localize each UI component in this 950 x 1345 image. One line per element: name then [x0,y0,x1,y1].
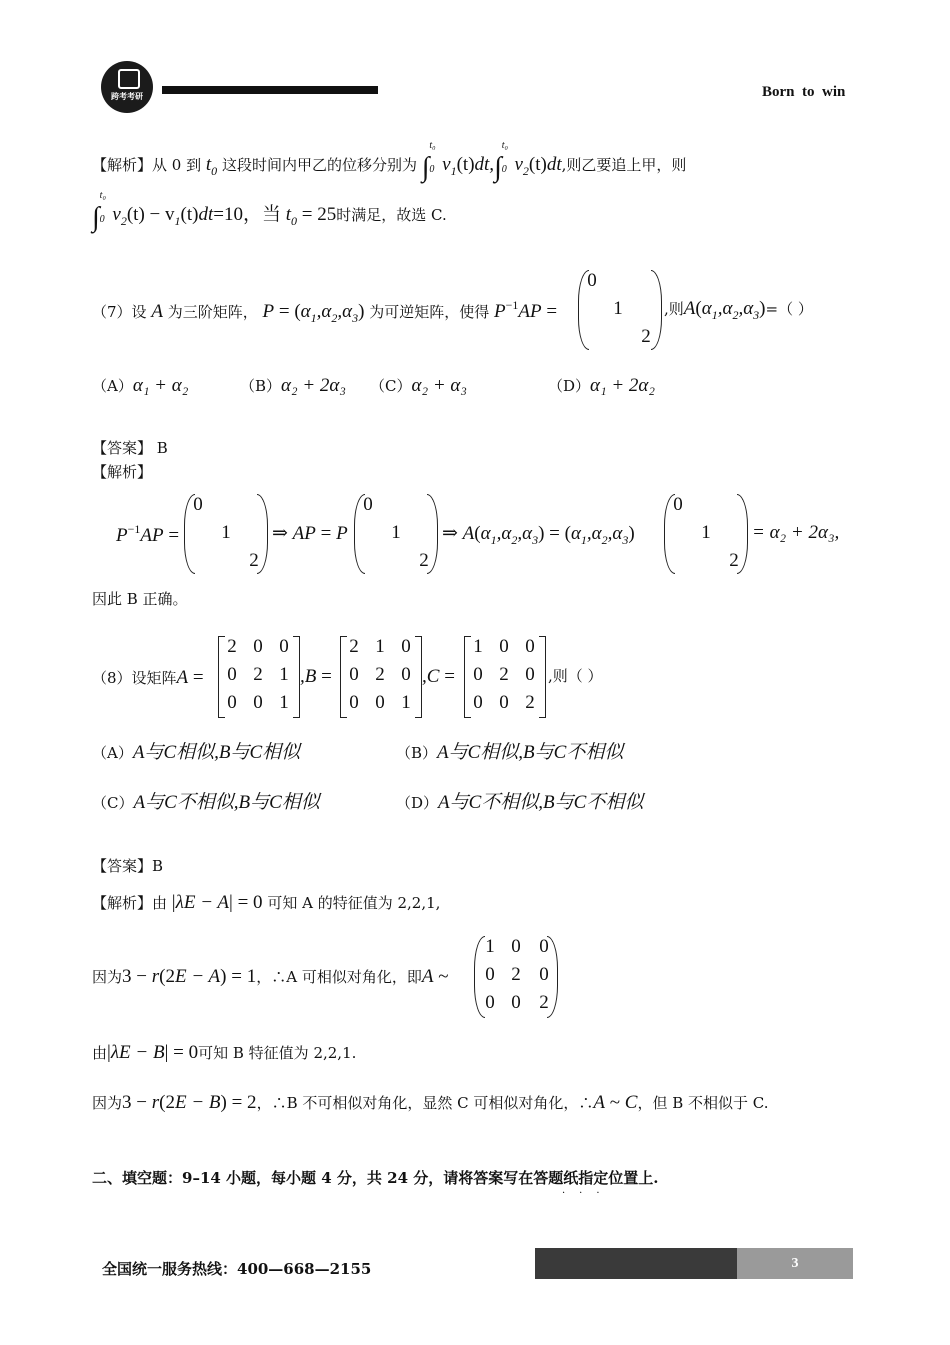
footer-hotline: 全国统一服务热线：400—668—2155 [102,1260,372,1278]
q7-option-c: （C）α₂ + α₃ [370,375,467,396]
logo-text: 跨考考研 [111,92,143,101]
page-number: 3 [791,1256,799,1271]
q8-option-b: （B）A与C相似,B与C不相似 [396,742,624,763]
q8-analysis-1: 【解析】由 |λE − A| = 0 可知 A 的特征值为 2,2,1, [92,892,441,913]
q8-analysis-3: 由|λE − B| = 0可知 B 特征值为 2,2,1. [92,1042,357,1063]
header-rule [162,86,378,94]
q8-answer: 【答案】B [92,857,164,875]
q8-option-d: （D）A与C不相似,B与C不相似 [396,792,644,813]
q7-eq-lhs: $P^{-1}AP$ = [116,522,180,546]
footer-bar-dark [535,1248,737,1279]
q7-eq-matrix-3: 0 1 2 [664,494,748,574]
footer-bar-page [737,1248,853,1279]
q7-stem: （7）设 A 为三阶矩阵， $P = (\alpha_1,\alpha_2,\alpha_3)$ 为可逆矩阵，使得 $P^{-1}AP$ = [92,298,558,325]
q7-eq-matrix-1: 0 1 2 [184,494,268,574]
q7-eq-matrix-2: 0 1 2 [354,494,438,574]
section2-heading: 二、填空题：9–14 小题，每小题 4 分，共 24 分，请将答案写在答题纸指定位置上. [92,1169,659,1187]
q7-answer: 【答案】 B [92,439,168,457]
q7-conclusion: 因此 B 正确。 [92,590,188,608]
q8-stem: （8）设矩阵A = [92,667,204,688]
q8-c-label: ,C = [422,666,455,687]
q8-stem-end: ,则（ ） [548,667,603,685]
q8-analysis-2: 因为3 − r(2E − A) = 1，∴A 可相似对角化，即A ~ [92,966,449,987]
q8-matrix-b: 2 1 0 0 2 0 0 0 1 [340,636,422,718]
q7-eq-implies-2: ⇒ $A(\alpha_1,\alpha_2,\alpha_3) = (\alpha_1,\alpha_2,\alpha_3)$ [442,523,635,547]
q7-stem-end: ,则$A(\alpha_1,\alpha_2,\alpha_3)=$（ ） [664,298,813,322]
q8-matrix-c: 1 0 0 0 2 0 0 0 2 [464,636,546,718]
analysis6-line2: ∫ t₀ 0 $v_2(t) - v_1(t)dt=10$，当 $t_0 = 25$时满足，故选 C. [92,190,447,233]
q7-option-a: （A）α₁ + α₂ [92,375,189,396]
q8-analysis-4: 因为3 − r(2E − B) = 2，∴B 不可相似对角化，显然 C 可相似对角化，∴A ~ C，但 B 不相似于 C. [92,1092,769,1113]
analysis6-line1: 【解析】从 0 到 $t_0$ 这段时间内甲乙的位移分别为 ∫ t₀ 0 $v_1(t)dt,\int$ t₀ 0 $v_2(t)dt$,则乙要追上甲，则 [92,140,687,183]
q8-matrix-a: 2 0 0 0 2 1 0 0 1 [218,636,300,718]
q7-stem-matrix: 0 1 2 [578,270,662,350]
logo [101,61,153,113]
q8-option-c: （C）A与C不相似,B与C相似 [92,792,320,813]
logo-mark-icon [118,69,140,89]
q7-eq-result: = α₂ + 2α₃, [752,522,840,543]
q7-analysis-label: 【解析】 [92,463,153,481]
emphasis-dots: ··· [562,1188,614,1199]
q7-option-b: （B）α₂ + 2α₃ [240,375,347,396]
q8-diag-matrix: 1 0 0 0 2 0 0 0 2 [474,936,558,1018]
q7-eq-implies-1: ⇒ AP = P [272,523,348,544]
q7-option-d: （D）α₁ + 2α₂ [548,375,656,396]
header-slogan: Born to win [762,84,846,100]
q8-option-a: （A）A与C相似,B与C相似 [92,742,301,763]
q8-b-label: ,B = [300,666,332,687]
